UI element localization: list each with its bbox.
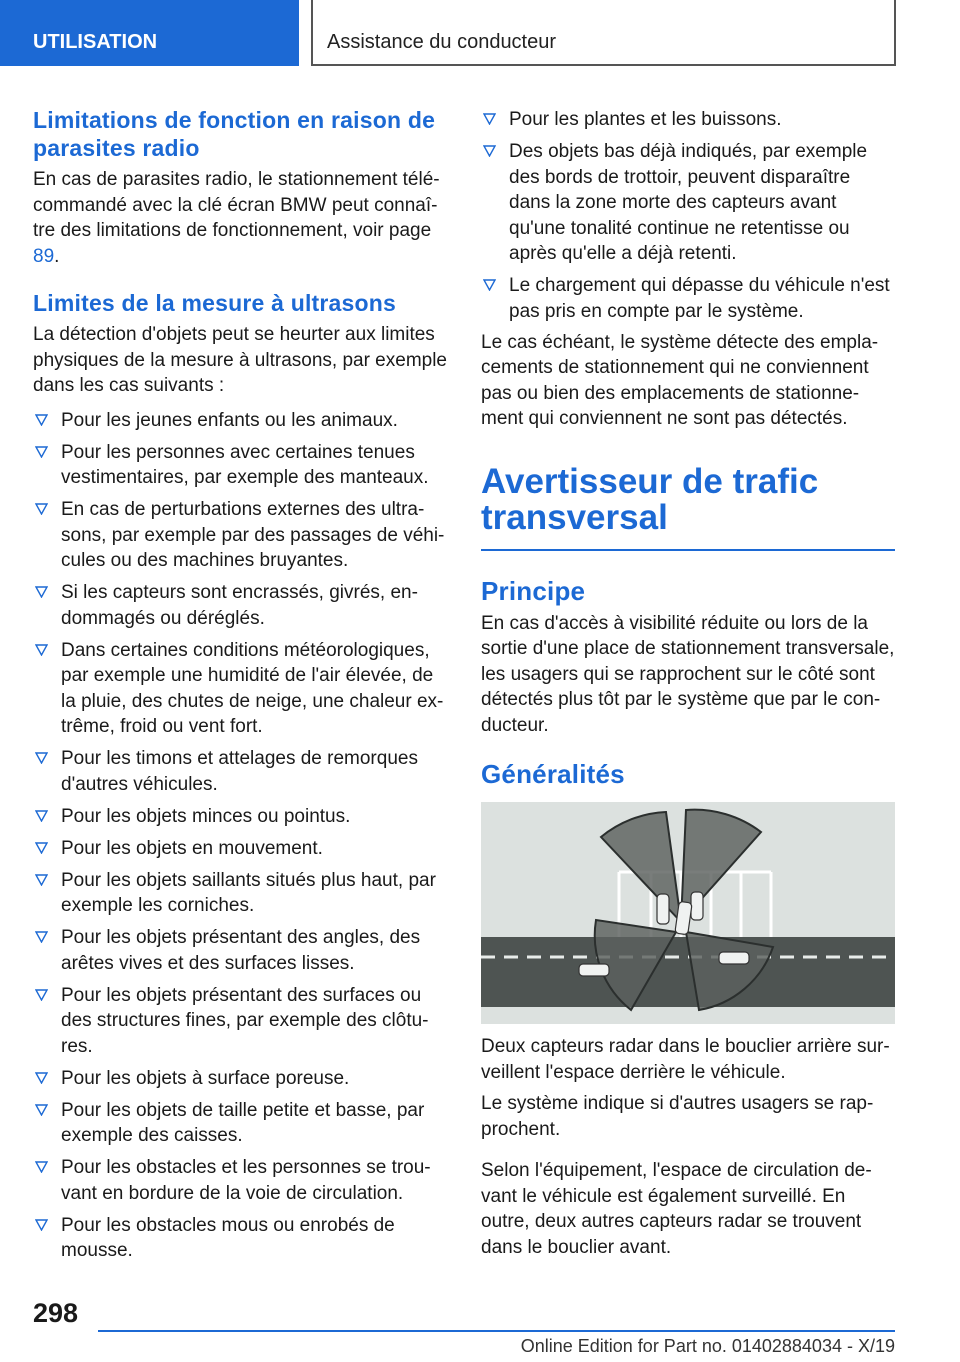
list-item-text: Si les capteurs sont encrassés, givrés, en-dommagés ou déréglés. (61, 582, 418, 629)
triangle-bullet-icon (35, 503, 48, 515)
paragraph-principle: En cas d'accès à visibilité réduite ou lors de la sortie d'une place de stationnement transversale, les usagers qui se rapprochent sur le côté sont détectés plus tôt par le système que par le con-ducteur. (481, 612, 895, 736)
list-item-text: En cas de perturbations externes des ultra-sons, par exemple par des passages de véhi-cules ou des machines bruyantes. (61, 499, 445, 571)
list-item-text: Pour les objets saillants situés plus haut, par exemple les corniches. (61, 869, 436, 916)
footer-rule (98, 1330, 895, 1332)
triangle-bullet-icon (35, 1072, 48, 1084)
triangle-bullet-icon (35, 1104, 48, 1116)
list-item (481, 273, 895, 324)
radar-zones-illustration (481, 802, 895, 1024)
figure-caption: Deux capteurs radar dans le bouclier arrière sur-veillent l'espace derrière le véhicule. (481, 1036, 890, 1083)
cross-traffic-figure (481, 802, 895, 1024)
triangle-bullet-icon (35, 752, 48, 764)
list-item (33, 836, 447, 862)
list-item-text: Des objets bas déjà indiqués, par exemple des bords de trottoir, peuvent disparaître dans la zone morte des capteurs avant qu'une tonalité continue ne retentisse ou après qu'elle a déjà retenti. (509, 141, 868, 264)
list-item (33, 1066, 447, 1092)
triangle-bullet-icon (35, 1161, 48, 1173)
list-item (33, 440, 447, 491)
list-item-text: Pour les objets minces ou pointus. (61, 805, 351, 827)
paragraph-front-sensors: Selon l'équipement, l'espace de circulation de-vant le véhicule est également surveillé. En outre, deux autres capteurs radar se trouvent dans le bouclier avant. (481, 1160, 872, 1258)
paragraph-radio-interference (33, 167, 447, 269)
list-item (33, 868, 447, 919)
triangle-bullet-icon (35, 1219, 48, 1231)
limitations-list-continued (481, 107, 895, 324)
list-item (33, 1155, 447, 1206)
limitations-list (33, 408, 447, 1264)
edition-text: Online Edition for Part no. 01402884034 - X/19 (520, 1336, 895, 1356)
paragraph-indication: Le système indique si d'autres usagers se rap-prochent. (481, 1093, 874, 1140)
triangle-bullet-icon (35, 842, 48, 854)
left-column (33, 96, 447, 1270)
list-item-text: Dans certaines conditions météorologiques, par exemple une humidité de l'air élevée, de la pluie, des chutes de neige, une chaleur ex-trême, froid ou vent fort. (61, 639, 444, 737)
chapter-title: Avertisseur de trafic transversal (481, 461, 819, 537)
title-rule (481, 549, 895, 551)
right-column (481, 96, 895, 1260)
list-item-text: Pour les obstacles et les personnes se trou-vant en bordure de la voie de circulation. (61, 1157, 431, 1204)
footer-edition (98, 1336, 895, 1357)
list-item-text: Pour les objets présentant des angles, des arêtes vives et des surfaces lisses. (61, 927, 421, 974)
triangle-bullet-icon (35, 931, 48, 943)
list-item (33, 746, 447, 797)
chapter-tab[interactable]: Assistance du conducteur (311, 0, 896, 66)
page-header (0, 0, 960, 66)
page-link[interactable]: 89 (33, 245, 55, 267)
triangle-bullet-icon (35, 414, 48, 426)
list-item (33, 497, 447, 574)
list-item-text: Pour les objets présentant des surfaces ou des structures fines, par exemple des clôtu-res. (61, 984, 429, 1057)
page-number: 298 (33, 1298, 79, 1328)
paragraph-text: En cas de parasites radio, le stationnement télé-commandé avec la clé écran BMW peut connaî-tre des limitations de fonctionnement, voir page (33, 169, 440, 241)
triangle-bullet-icon (35, 446, 48, 458)
triangle-bullet-icon (483, 279, 496, 291)
list-item (33, 1098, 447, 1149)
heading-general: Généralités (481, 759, 625, 789)
list-item (33, 638, 447, 740)
list-item-text: Pour les timons et attelages de remorques d'autres véhicules. (61, 748, 418, 795)
section-tab[interactable]: UTILISATION (0, 0, 299, 66)
list-item (33, 580, 447, 631)
triangle-bullet-icon (35, 989, 48, 1001)
heading-ultrasound-limits: Limites de la mesure à ultrasons (33, 290, 397, 316)
triangle-bullet-icon (35, 644, 48, 656)
list-item-text: Pour les objets de taille petite et basse, par exemple des caisses. (61, 1099, 425, 1146)
list-item (481, 107, 895, 133)
list-item-text: Pour les obstacles mous ou enrobés de mousse. (61, 1214, 395, 1261)
list-item-text: Pour les objets à surface poreuse. (61, 1067, 350, 1089)
paragraph-parking-spaces: Le cas échéant, le système détecte des empla-cements de stationnement qui ne conviennent pas ou bien des emplacements de stationne-ment qui conviennent ne sont pas détectés. (481, 331, 879, 429)
list-item (33, 804, 447, 830)
triangle-bullet-icon (483, 145, 496, 157)
list-item-text: Le chargement qui dépasse du véhicule n'est pas pris en compte par le système. (509, 275, 890, 322)
list-item (33, 983, 447, 1060)
list-item-text: Pour les personnes avec certaines tenues vestimentaires, par exemple des manteaux. (61, 441, 429, 488)
triangle-bullet-icon (35, 810, 48, 822)
paragraph-ultrasound-intro: La détection d'objets peut se heurter aux limites physiques de la mesure à ultrasons, par exemple dans les cas suivants : (33, 324, 448, 396)
list-item (33, 408, 447, 434)
list-item (33, 1213, 447, 1264)
heading-principle: Principe (481, 575, 586, 606)
paragraph-end: . (54, 245, 60, 267)
list-item-text: Pour les plantes et les buissons. (509, 109, 782, 130)
list-item (33, 925, 447, 976)
triangle-bullet-icon (35, 874, 48, 886)
list-item-text: Pour les objets en mouvement. (61, 837, 323, 859)
triangle-bullet-icon (483, 113, 496, 125)
list-item (481, 139, 895, 267)
triangle-bullet-icon (35, 586, 48, 598)
heading-radio-interference: Limitations de fonction en raison de parasites radio (33, 107, 436, 161)
list-item-text: Pour les jeunes enfants ou les animaux. (61, 409, 398, 431)
